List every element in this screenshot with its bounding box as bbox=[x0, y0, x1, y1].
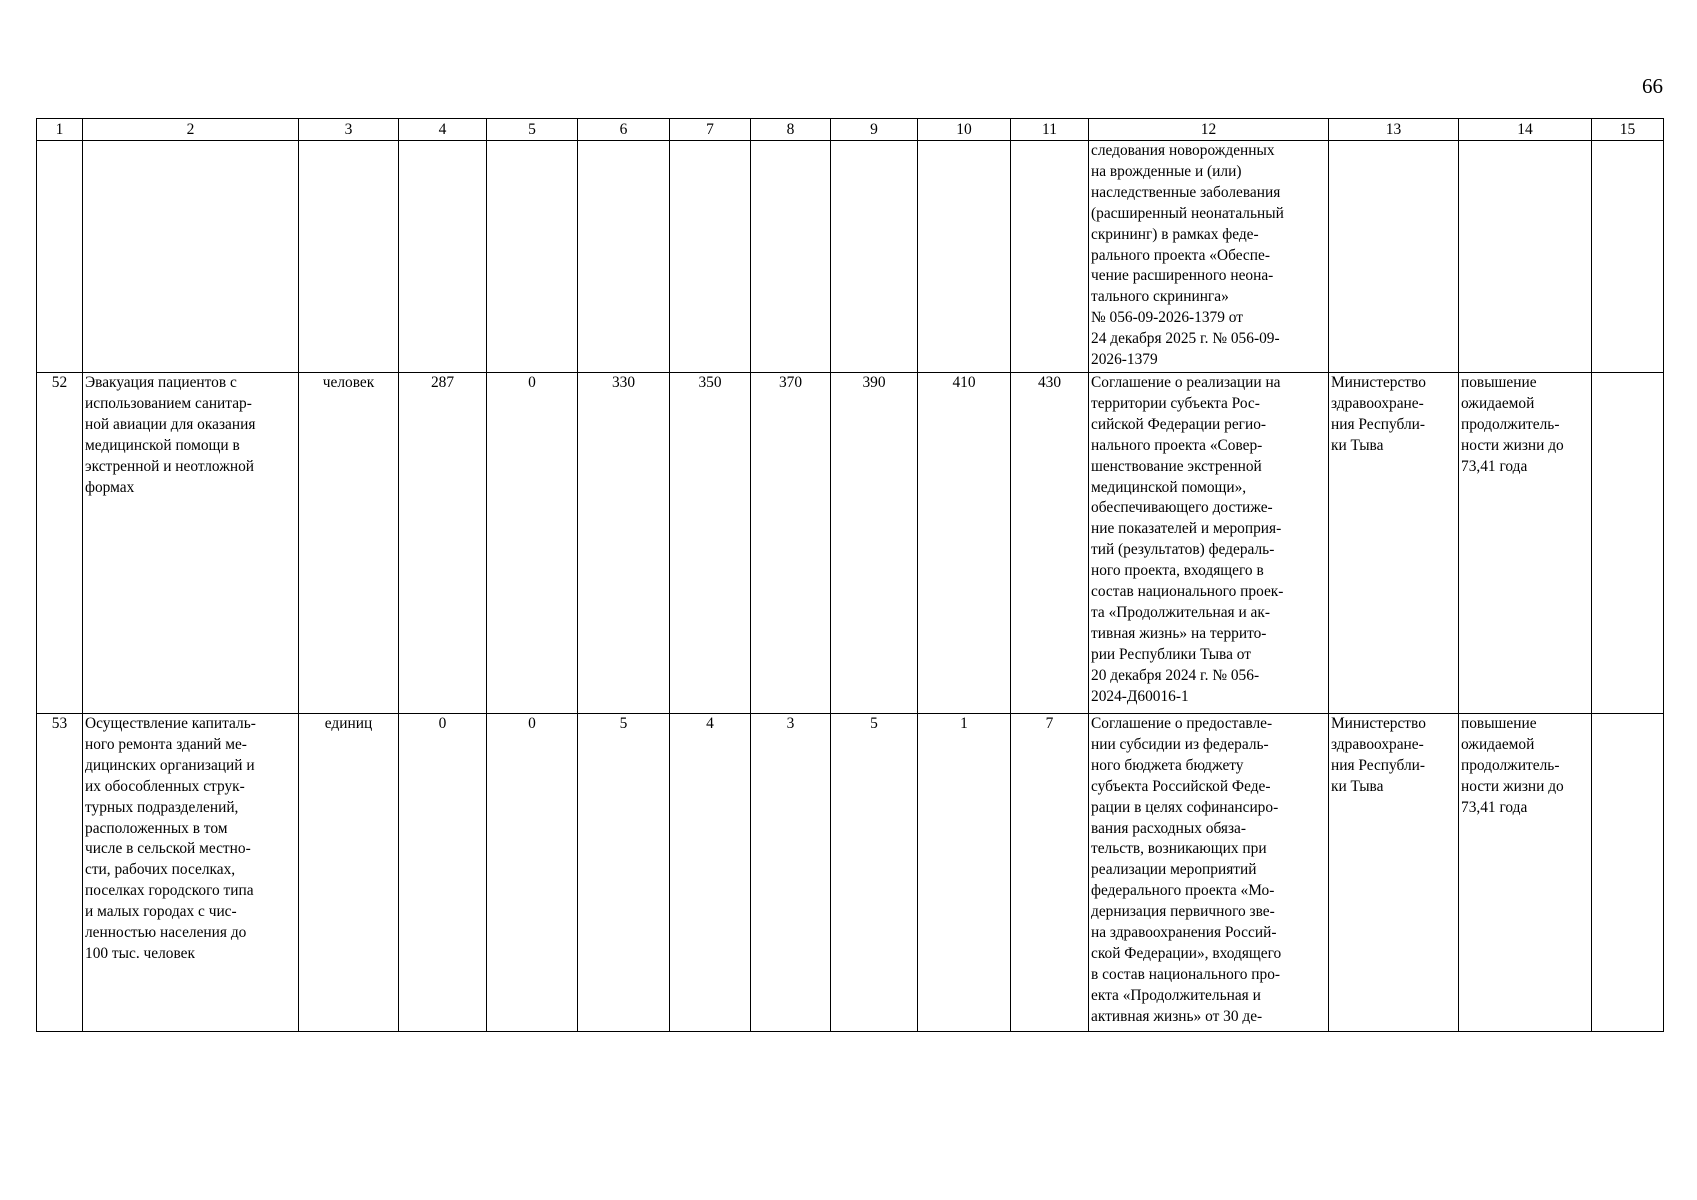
responsible-body: Министерство здравоохране- ния Республи- ки Тыва bbox=[1329, 373, 1459, 714]
value-col-7: 4 bbox=[670, 714, 751, 1032]
column-number: 7 bbox=[670, 119, 751, 141]
column-number: 15 bbox=[1592, 119, 1664, 141]
value-col-11: 430 bbox=[1011, 373, 1089, 714]
responsible-body bbox=[1329, 141, 1459, 373]
page-number: 66 bbox=[1642, 74, 1663, 98]
column-number: 4 bbox=[399, 119, 487, 141]
value-col-5: 0 bbox=[487, 714, 578, 1032]
value-col-10: 1 bbox=[918, 714, 1011, 1032]
value-col-8: 3 bbox=[751, 714, 831, 1032]
value-col-11 bbox=[1011, 141, 1089, 373]
unit: человек bbox=[299, 373, 399, 714]
value-col-11: 7 bbox=[1011, 714, 1089, 1032]
table-row-continued bbox=[37, 141, 1664, 373]
column-number-row bbox=[37, 119, 1664, 141]
value-col-7 bbox=[670, 141, 751, 373]
table-row-52 bbox=[37, 373, 1664, 714]
expected-result bbox=[1459, 141, 1592, 373]
value-col-8: 370 bbox=[751, 373, 831, 714]
indicator-name: Эвакуация пациентов с использованием санитар- ной авиации для оказания медицинской помощи в экстренной и неотложной формах bbox=[83, 373, 299, 714]
value-col-6: 5 bbox=[578, 714, 670, 1032]
expected-result: повышение ожидаемой продолжитель- ности жизни до 73,41 года bbox=[1459, 714, 1592, 1032]
column-number: 8 bbox=[751, 119, 831, 141]
column-number: 3 bbox=[299, 119, 399, 141]
value-col-15 bbox=[1592, 141, 1664, 373]
value-col-9: 5 bbox=[831, 714, 918, 1032]
indicators-table bbox=[36, 118, 1664, 1032]
value-col-4: 0 bbox=[399, 714, 487, 1032]
value-col-9 bbox=[831, 141, 918, 373]
column-number: 11 bbox=[1011, 119, 1089, 141]
row-number: 52 bbox=[37, 373, 83, 714]
column-number: 9 bbox=[831, 119, 918, 141]
value-col-10: 410 bbox=[918, 373, 1011, 714]
basis-document: Соглашение о реализации на территории субъекта Рос- сийской Федерации регио- нального проекта «Совер- шенствование экстренной медицинской помощи», обеспечивающего достиже- ние показателей и мероприя- тий (результатов) федераль- ного проекта, входящего в состав национального проек- та «Продолжительная и ак- тивная жизнь» на террито- рии Республики Тыва от 20 декабря 2024 г. № 056- 2024-Д60016-1 bbox=[1089, 373, 1329, 714]
unit bbox=[299, 141, 399, 373]
value-col-10 bbox=[918, 141, 1011, 373]
column-number: 5 bbox=[487, 119, 578, 141]
value-col-9: 390 bbox=[831, 373, 918, 714]
column-number: 6 bbox=[578, 119, 670, 141]
column-number: 13 bbox=[1329, 119, 1459, 141]
column-number: 1 bbox=[37, 119, 83, 141]
indicator-name bbox=[83, 141, 299, 373]
basis-document: следования новорожденных на врожденные и (или) наследственные заболевания (расширенный неонатальный скрининг) в рамках феде- рального проекта «Обеспе- чение расширенного неона- тального скрининга» № 056-09-2026-1379 от 24 декабря 2025 г. № 056-09- 2026-1379 bbox=[1089, 141, 1329, 373]
column-number: 10 bbox=[918, 119, 1011, 141]
value-col-4: 287 bbox=[399, 373, 487, 714]
value-col-5 bbox=[487, 141, 578, 373]
indicator-name: Осуществление капиталь- ного ремонта зданий ме- дицинских организаций и их обособленных струк- турных подразделений, расположенных в том числе в сельской местно- сти, рабочих поселках, поселках городского типа и малых городах с чис- ленностью населения до 100 тыс. человек bbox=[83, 714, 299, 1032]
value-col-4 bbox=[399, 141, 487, 373]
column-number: 2 bbox=[83, 119, 299, 141]
expected-result: повышение ожидаемой продолжитель- ности жизни до 73,41 года bbox=[1459, 373, 1592, 714]
value-col-8 bbox=[751, 141, 831, 373]
row-number bbox=[37, 141, 83, 373]
column-number: 14 bbox=[1459, 119, 1592, 141]
table-row-53 bbox=[37, 714, 1664, 1032]
responsible-body: Министерство здравоохране- ния Республи- ки Тыва bbox=[1329, 714, 1459, 1032]
value-col-7: 350 bbox=[670, 373, 751, 714]
value-col-6 bbox=[578, 141, 670, 373]
value-col-6: 330 bbox=[578, 373, 670, 714]
unit: единиц bbox=[299, 714, 399, 1032]
basis-document: Соглашение о предоставле- нии субсидии из федераль- ного бюджета бюджету субъекта Российской Феде- рации в целях софинансиро- вания расходных обяза- тельств, возникающих при реализации мероприятий федерального проекта «Мо- дернизация первичного зве- на здравоохранения Россий- ской Федерации», входящего в состав национального про- екта «Продолжительная и активная жизнь» от 30 де- bbox=[1089, 714, 1329, 1032]
row-number: 53 bbox=[37, 714, 83, 1032]
column-number: 12 bbox=[1089, 119, 1329, 141]
value-col-15 bbox=[1592, 373, 1664, 714]
value-col-15 bbox=[1592, 714, 1664, 1032]
value-col-5: 0 bbox=[487, 373, 578, 714]
